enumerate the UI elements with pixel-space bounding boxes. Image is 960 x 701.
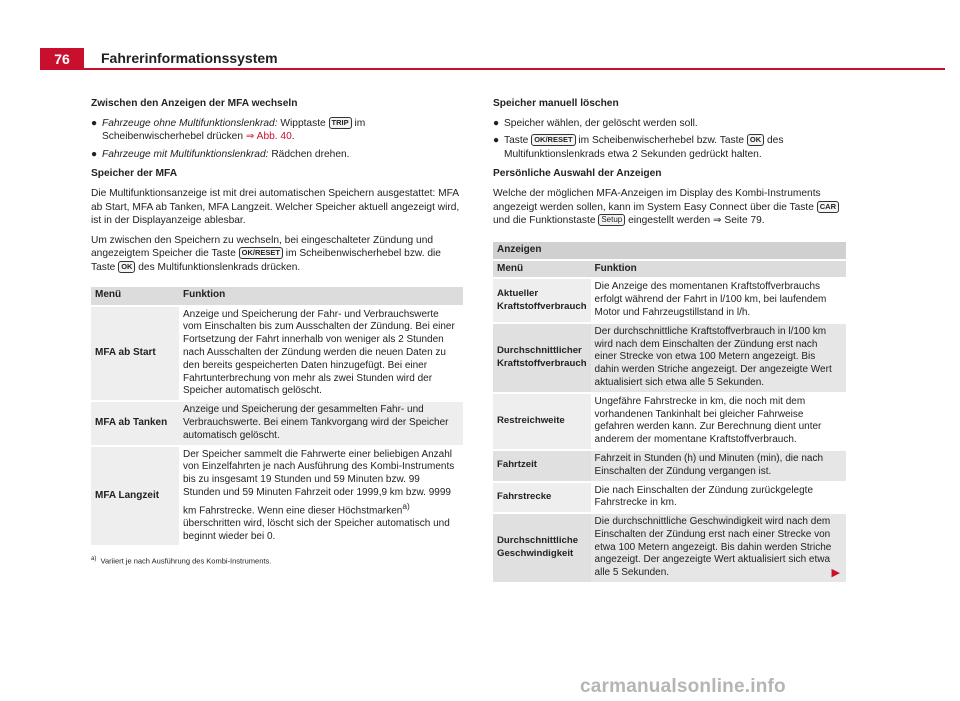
menu-cell: Fahrtzeit [493,451,591,481]
table-row [493,279,846,321]
bullet-text [102,117,463,144]
table-section-row [493,242,846,259]
page-number: 76 [40,48,84,70]
heading-mfa-memory: Speicher der MFA [91,168,178,180]
bullet-dot-icon: ● [91,117,98,129]
text-part: des Multifunktionslenkrads etwa 2 Sekunden gedrückt halten. [504,135,784,160]
ok-reset-key-icon: OK/RESET [531,134,575,146]
column-header-menu: Menü [493,261,591,278]
menu-cell: Restreichweite [493,394,591,449]
footnote-mark: a) [91,556,97,563]
heading-personal-selection: Persönliche Auswahl der Anzeigen [493,168,662,180]
bullet-dot-icon: ● [91,148,98,160]
mfa-memory-table [91,285,463,548]
section-header-displays: Anzeigen [493,242,846,259]
bullet-item [91,148,463,162]
paragraph [91,234,463,275]
function-cell: Anzeige und Speicherung der gesammelten Fahr- und Verbrauchswerte. Bei einem Tankvorgang wird der Speicher automatisch gelöscht. [179,402,463,444]
trip-key-icon: TRIP [329,117,352,129]
table-header-row [91,287,463,305]
column-header-function: Funktion [179,287,463,305]
footnote [91,553,463,568]
ok-key-icon: OK [747,134,764,146]
bullet-dot-icon: ● [493,117,500,129]
bullet-dot-icon: ● [493,135,500,147]
function-cell: Fahrzeit in Stunden (h) und Minuten (min), die nach Einschalten der Zündung vergangen ist. [591,451,846,481]
function-cell: Ungefähre Fahrstrecke in km, die noch mit dem vorhandenen Tankinhalt bei gleicher Fahrweise gefahren werden kann. Zur Berechnung dient unter anderem der momentane Kraftstoffverbrauch. [594,395,822,446]
ok-key-icon: OK [118,261,135,273]
text-part: im Scheibenwischerhebel bzw. die Taste [91,248,441,273]
ok-reset-key-icon: OK/RESET [239,247,283,259]
text-part: im Scheibenwischerhebel bzw. Taste [575,135,747,147]
text-part: des Multifunktionslenkrads drücken. [135,261,301,273]
text-part: Um zwischen den Speichern zu wechseln, bei eingeschalteter Zündung und angezeigtem Speicher die Taste [91,234,434,260]
text-part: und die Funktionstaste [493,215,599,227]
function-text: Der Speicher sammelt die Fahrwerte einer beliebigen Anzahl von Einzelfahrten je nach Ausführung des Kombi-Instruments bis zu insgesamt 19 Stunden und 59 Minuten bzw. 99 Stunden und 59 Minuten Fahrzeit oder 1999,9 km bzw. 9999 km Fahrstrecke. Wenn eine dieser Höchstmarken [183,448,455,517]
continue-arrow-icon: ▶ [831,567,840,580]
table-row [493,451,846,481]
table-row [91,447,463,546]
bullet-condition: Fahrzeuge ohne Multifunktionslenkrad: [102,117,278,129]
menu-cell: Durchschnittliche Geschwindigkeit [493,514,591,582]
page-title: Fahrerinformationssystem [101,50,278,66]
bullet-text-part: Wipptaste [277,117,329,129]
left-column [91,97,463,569]
footnote-ref: a) [402,500,410,511]
menu-cell: MFA ab Tanken [91,402,179,444]
paragraph: Die Multifunktionsanzeige ist mit drei automatischen Speichern ausgestattet: MFA ab Start, MFA ab Tanken, MFA Langzeit. Welcher Speicher aktuell angezeigt wird, ist in der Displayanzeige ablesbar. [91,187,460,227]
column-header-menu: Menü [91,287,179,305]
menu-cell: MFA ab Start [91,307,179,401]
right-column [493,97,846,584]
function-cell [179,447,463,546]
menu-cell: Aktueller Kraftstoffverbrauch [493,279,591,321]
function-cell: Die Anzeige des momentanen Kraftstoffverbrauchs erfolgt während der Fahrt in l/100 km, bei laufendem Motor und Fahrzeugstillstand in l/h. [594,281,827,318]
function-cell: Anzeige und Speicherung der Fahr- und Verbrauchswerte vom Einschalten bis zum Ausschalten der Zündung. Bei einer Fortsetzung der Fahrt innerhalb von weniger als 2 Stunden nach Ausschalten der Zündung werden die neuen Daten zu den bereits gespeicherten Daten hinzugefügt. Bei einer Fahrtunterbrechung von mehr als zwei Stunden wird der Speicher automatisch gelöscht. [179,307,463,401]
table-row [493,514,846,582]
column-header-function: Funktion [591,261,846,278]
function-text: Die durchschnittliche Geschwindigkeit wird nach dem Einschalten der Zündung erst nach einer Strecke von etwa 100 Metern angezeigt. Bis dahin werden Striche angezeigt. Der angezeigte Wert aktualisiert sich etwa alle 5 Sekunden. [594,516,832,579]
watermark: carmanualsonline.info [580,676,786,697]
bullet-text-part: Rädchen drehen. [268,148,350,160]
table-row [493,394,846,449]
table-row [91,402,463,444]
bullet-text-part: . [291,131,295,143]
table-row [493,324,846,392]
bullet-text: Speicher wählen, der gelöscht werden soll. [504,117,698,129]
bullet-item [493,117,846,131]
text-part: Welche der möglichen MFA-Anzeigen im Display des Kombi-Instruments angezeigt werden sollen, kann im System Easy Connect über die Taste [493,187,821,213]
menu-cell: Fahrstrecke [493,483,591,513]
function-text: überschritten wird, löscht sich der Speicher automatisch und beginnt wieder bei 0. [183,517,450,542]
function-cell: Der durchschnittliche Kraftstoffverbrauch in l/100 km wird nach dem Einschalten der Zündung erst nach einer Strecke von etwa 100 Metern angezeigt. Bis dahin werden Striche angezeigt. Der angezeigte Wert aktualisiert sich etwa alle 5 Sekunden. [591,324,846,392]
displays-table [493,240,846,584]
bullet-text-part: im Scheibenwischerhebel drücken [102,117,366,143]
function-cell [591,514,846,582]
car-key-icon: CAR [817,201,839,213]
bullet-item [91,117,463,144]
text-part: Taste [504,135,532,147]
paragraph [493,187,846,228]
heading-switch-mfa: Zwischen den Anzeigen der MFA wechseln [91,98,298,109]
bullet-condition: Fahrzeuge mit Multifunktionslenkrad: [102,148,269,160]
bullet-text [504,134,846,161]
text-part: eingestellt werden ⇒ Seite 79. [625,215,765,227]
function-cell: Die nach Einschalten der Zündung zurückgelegte Fahrstrecke in km. [594,484,814,509]
menu-cell: Durchschnittlicher Kraftstoffverbrauch [493,324,591,392]
heading-clear-memory: Speicher manuell löschen [493,98,619,109]
header-rule [84,68,945,70]
footnote-text: Variiert je nach Ausführung des Kombi-Instruments. [100,556,272,566]
table-row [493,483,846,513]
bullet-item [493,134,846,161]
table-row [91,307,463,401]
table-header-row [493,261,846,278]
bullet-text [102,148,349,162]
menu-cell: MFA Langzeit [91,447,179,546]
setup-key-icon: Setup [598,214,625,226]
figure-link[interactable]: ⇒ Abb. 40 [245,131,292,143]
